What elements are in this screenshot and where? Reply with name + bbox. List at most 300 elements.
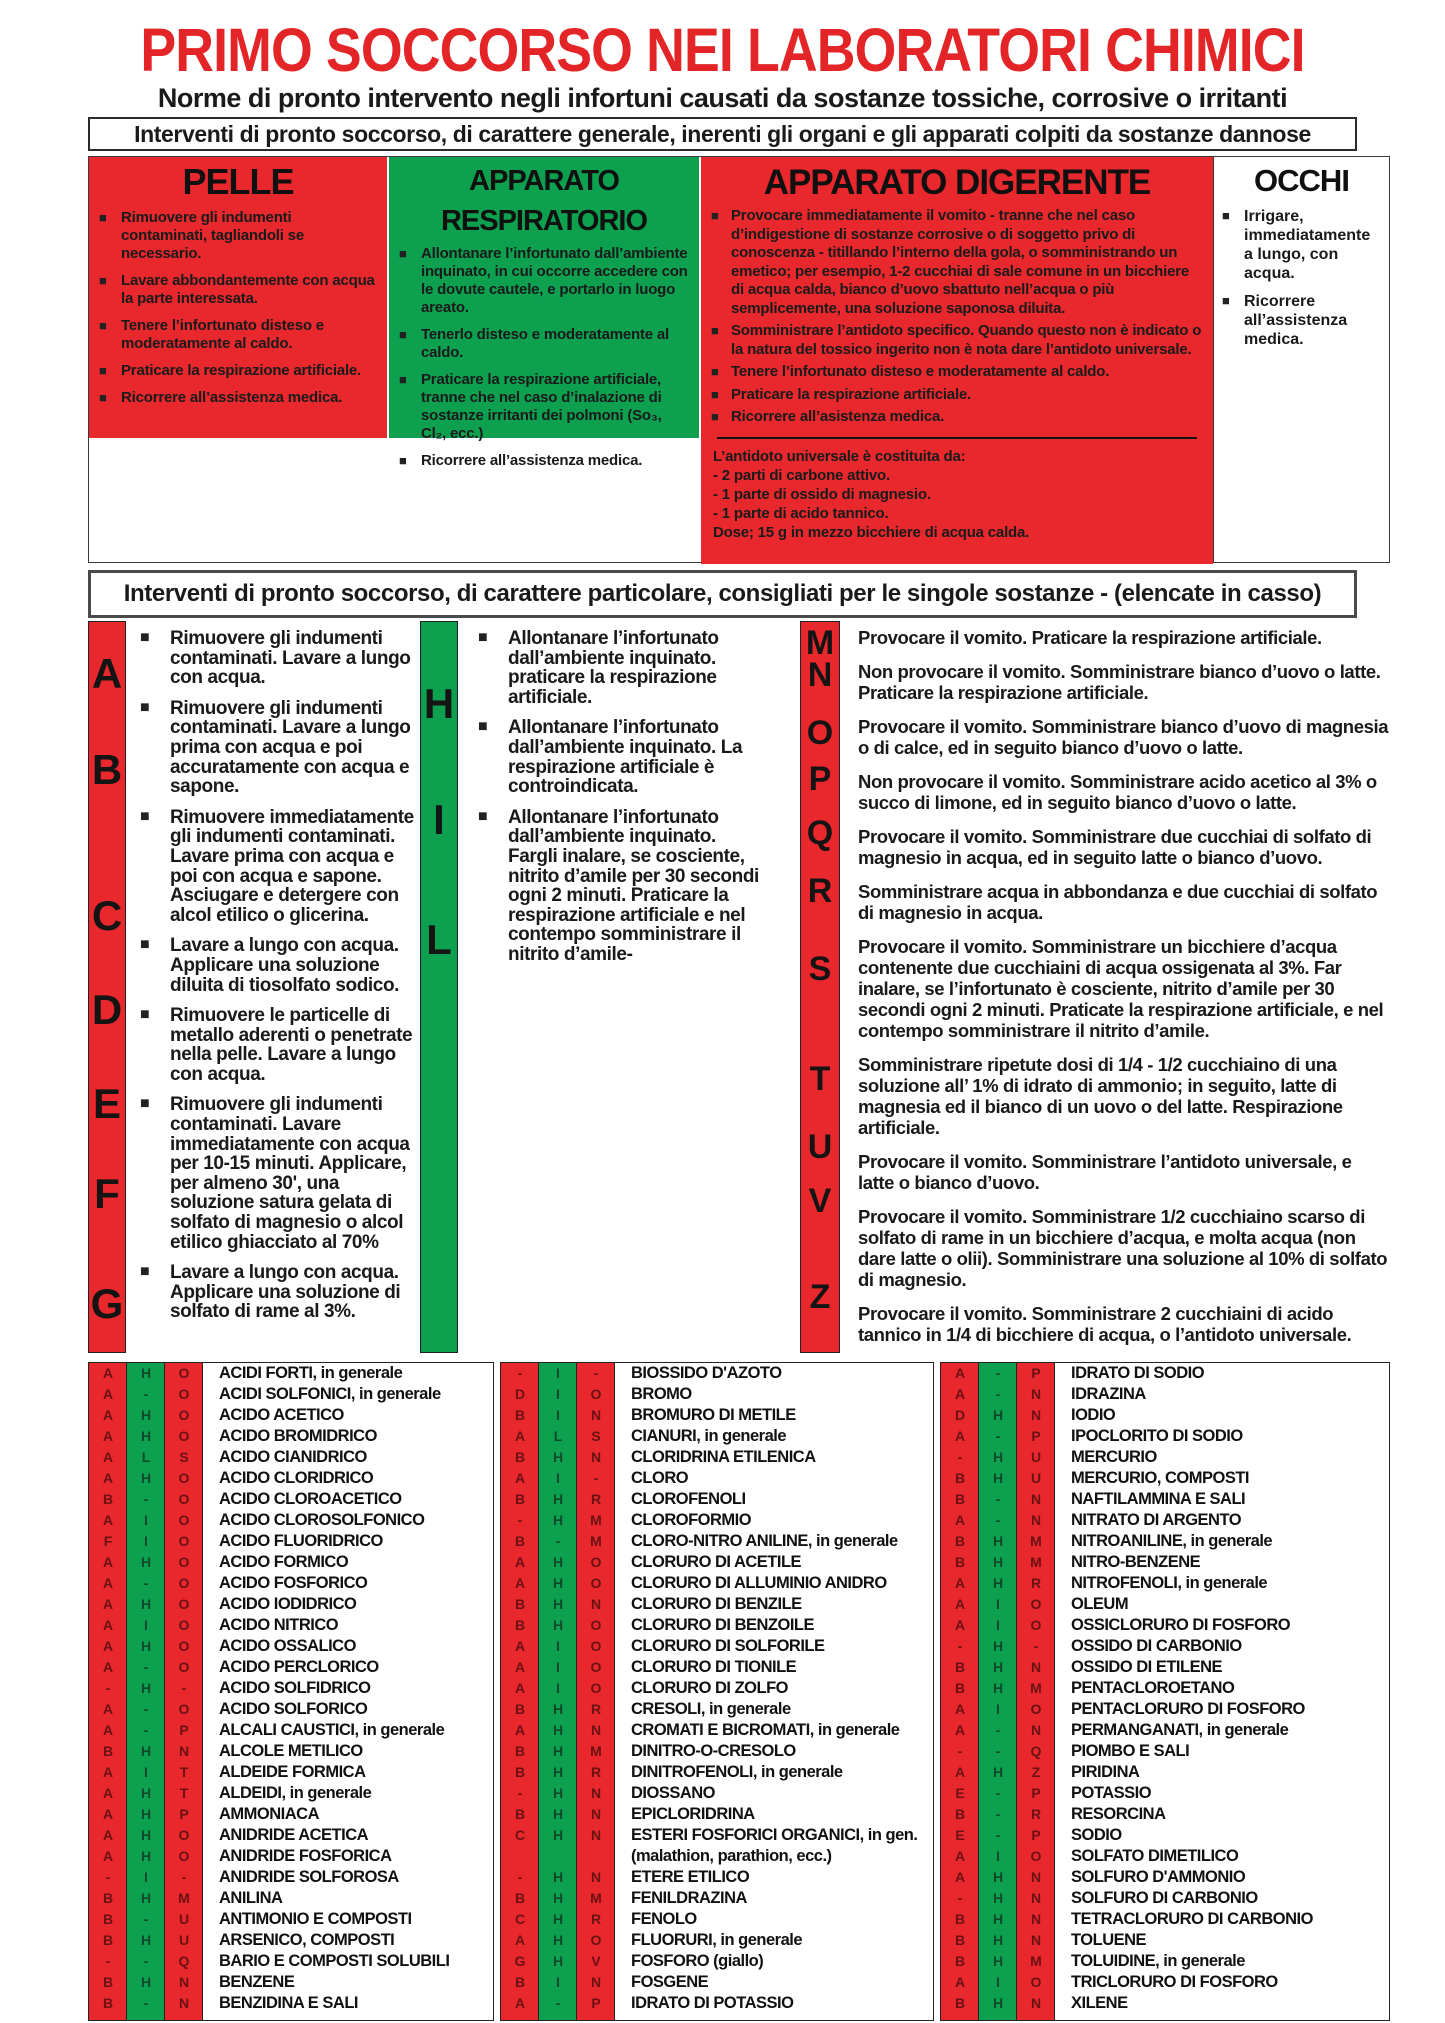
code-respiratorio: H bbox=[992, 1638, 1004, 1654]
code-digerente: R bbox=[1030, 1575, 1042, 1591]
table-row bbox=[941, 1405, 1389, 1426]
substance-name: ACIDO CLOROSOLFONICO bbox=[219, 1511, 425, 1529]
list-item-text: Allontanare l’infortunato dall’ambiente inquinato. Fargli inalare, se cosciente, nitrito d’amile per 30 secondi ogni 2 minuti. Praticare la respirazione artificiale e nel contempo somministrare il nitrito d’amile- bbox=[508, 806, 759, 965]
table-row bbox=[501, 1615, 933, 1636]
code-digerente: N bbox=[1030, 1512, 1042, 1528]
code-digerente: N bbox=[590, 1722, 602, 1738]
substance-name: BARIO E COMPOSTI SOLUBILI bbox=[219, 1952, 450, 1970]
table-row bbox=[941, 1888, 1389, 1909]
substance-name: OSSICLORURO DI FOSFORO bbox=[1071, 1616, 1291, 1634]
strip-letter: V bbox=[808, 1182, 832, 1220]
list-item-text: Provocare immediatamente il vomito - tranne che nel caso d’indigestione di sostanze corrosive o di soggetto privo di conoscenza - titillando l’interno della gola, o somministrando un emetico; per esempio, 1-2 cucchiai di sale comune in un bicchiere di acqua calda, bianco d’uovo sbattuto nell’acqua o più semplicemente, una soluzione saponosa diluita. bbox=[731, 207, 1189, 317]
specific-section bbox=[88, 621, 1390, 1353]
code-digerente: N bbox=[1030, 1659, 1042, 1675]
table-row bbox=[501, 1489, 933, 1510]
list-item-text: Ricorrere all’assistenza medica. bbox=[1244, 293, 1348, 348]
code-digerente: O bbox=[178, 1596, 190, 1612]
table-row bbox=[941, 1993, 1389, 2014]
code-pelle: A bbox=[102, 1806, 114, 1822]
list-item-text: Ricorrere all’assistenza medica. bbox=[421, 452, 643, 469]
substance-name: ESTERI FOSFORICI ORGANICI, in gen. (malathion, parathion, ecc.) bbox=[631, 1826, 918, 1865]
table-row bbox=[89, 1909, 493, 1930]
substance-name: IODIO bbox=[1071, 1406, 1116, 1424]
list-item-text: Somministrare l’antidoto specifico. Quando questo non è indicato o la natura del tossico ingerito non è nota dare l’antidoto universale. bbox=[731, 322, 1202, 358]
panel-digerente-title: APPARATO DIGERENTE bbox=[763, 163, 1151, 202]
substance-name: SOLFATO DIMETILICO bbox=[1071, 1847, 1239, 1865]
code-pelle: A bbox=[954, 1575, 966, 1591]
substance-name: FENOLO bbox=[631, 1910, 697, 1928]
code-pelle: A bbox=[514, 1470, 526, 1486]
code-pelle: B bbox=[954, 1932, 966, 1948]
code-digerente: O bbox=[1030, 1974, 1042, 1990]
code-respiratorio: H bbox=[140, 1890, 152, 1906]
substance-name: ANIDRIDE SOLFOROSA bbox=[219, 1868, 399, 1886]
list-item-text: Irrigare, immediatamente a lungo, con acqua. bbox=[1244, 208, 1371, 282]
table-row bbox=[941, 1531, 1389, 1552]
table-row bbox=[941, 1615, 1389, 1636]
code-digerente: N bbox=[590, 1785, 602, 1801]
code-respiratorio: - bbox=[143, 1953, 149, 1969]
code-pelle: A bbox=[954, 1722, 966, 1738]
general-section bbox=[88, 156, 1390, 563]
list-item-text: Ricorrere all’assistenza medica. bbox=[121, 389, 343, 406]
panel-digerente bbox=[701, 157, 1213, 562]
code-pelle: B bbox=[514, 1449, 526, 1465]
table-row bbox=[89, 1636, 493, 1657]
strip-letter: C bbox=[91, 892, 123, 939]
list-item-text: Rimuovere gli indumenti contaminati. Lavare immediatamente con acqua per 10-15 minuti. Applicare, per almeno 30', una soluzione satura gelata di solfato di magnesio o alcol etilico ghiacciato al 70% bbox=[170, 1094, 410, 1253]
code-respiratorio: - bbox=[995, 1743, 1001, 1759]
list-item-text: Tenerlo disteso e moderatamente al caldo. bbox=[421, 326, 670, 361]
code-respiratorio: H bbox=[992, 1449, 1004, 1465]
list-item bbox=[99, 209, 377, 263]
substance-name: ALDEIDE FORMICA bbox=[219, 1763, 366, 1781]
substance-name: TOLUENE bbox=[1071, 1931, 1147, 1949]
list-item bbox=[99, 272, 377, 308]
list-item-text: Lavare a lungo con acqua. Applicare una soluzione diluita di tiosolfato sodico. bbox=[170, 935, 400, 996]
code-pelle: E bbox=[955, 1827, 965, 1843]
code-respiratorio: H bbox=[552, 1722, 564, 1738]
code-respiratorio: H bbox=[992, 1890, 1004, 1906]
square-bullet-icon bbox=[140, 1006, 170, 1084]
code-digerente: O bbox=[590, 1554, 602, 1570]
table-row bbox=[501, 1678, 933, 1699]
table-row bbox=[501, 1510, 933, 1531]
code-respiratorio: I bbox=[144, 1869, 148, 1885]
code-respiratorio: - bbox=[143, 1386, 149, 1402]
strip-letter: P bbox=[808, 760, 832, 798]
code-pelle: A bbox=[954, 1428, 966, 1444]
list-item-text: Praticare la respirazione artificiale. bbox=[121, 362, 362, 379]
code-respiratorio: I bbox=[996, 1701, 1000, 1717]
code-digerente: N bbox=[1030, 1869, 1042, 1885]
code-respiratorio: H bbox=[140, 1428, 152, 1444]
substance-name: NITROFENOLI, in generale bbox=[1071, 1574, 1268, 1592]
substance-name: ACIDO SOLFORICO bbox=[219, 1700, 368, 1718]
square-bullet-icon bbox=[1222, 207, 1244, 283]
substance-name: PIOMBO E SALI bbox=[1071, 1742, 1190, 1760]
substance-name: ANTIMONIO E COMPOSTI bbox=[219, 1910, 412, 1928]
table-row bbox=[501, 1720, 933, 1741]
substance-name: CLOROFENOLI bbox=[631, 1490, 746, 1508]
square-bullet-icon bbox=[140, 699, 170, 797]
substance-name: TETRACLORURO DI CARBONIO bbox=[1071, 1910, 1313, 1928]
code-digerente: U bbox=[178, 1911, 190, 1927]
square-bullet-icon bbox=[711, 207, 731, 318]
code-digerente: M bbox=[590, 1533, 602, 1549]
code-digerente: - bbox=[181, 1869, 187, 1885]
list-item bbox=[140, 1263, 416, 1322]
list-item-text: Tenere l’infortunato disteso e moderatamente al caldo. bbox=[121, 317, 324, 352]
square-bullet-icon bbox=[478, 808, 508, 965]
code-respiratorio: - bbox=[143, 1491, 149, 1507]
code-respiratorio: H bbox=[140, 1638, 152, 1654]
code-digerente: R bbox=[590, 1701, 602, 1717]
substance-name: IPOCLORITO DI SODIO bbox=[1071, 1427, 1243, 1445]
code-digerente: O bbox=[590, 1932, 602, 1948]
list-item bbox=[140, 629, 416, 688]
code-pelle: A bbox=[514, 1554, 526, 1570]
code-respiratorio: I bbox=[144, 1533, 148, 1549]
specific-section-header: Interventi di pronto soccorso, di carattere particolare, consigliati per le singole sostanze - (elencate in casso) bbox=[88, 570, 1357, 618]
code-digerente: M bbox=[1030, 1953, 1042, 1969]
strip-letter: G bbox=[90, 1280, 124, 1327]
instruction-paragraph: Provocare il vomito. Somministrare due cucchiai di solfato di magnesio in acqua, ed in seguito latte o bianco d’uovo. bbox=[858, 826, 1372, 868]
code-pelle: A bbox=[954, 1869, 966, 1885]
list-item bbox=[711, 207, 1203, 318]
code-respiratorio: I bbox=[556, 1365, 560, 1381]
square-bullet-icon bbox=[711, 408, 731, 427]
square-bullet-icon bbox=[140, 1095, 170, 1252]
table-row bbox=[941, 1510, 1389, 1531]
table-row bbox=[941, 1468, 1389, 1489]
code-digerente: - bbox=[593, 1365, 599, 1381]
code-respiratorio: L bbox=[141, 1449, 151, 1465]
square-bullet-icon bbox=[140, 1263, 170, 1322]
code-pelle: A bbox=[102, 1785, 114, 1801]
code-digerente: T bbox=[179, 1785, 189, 1801]
table-row bbox=[89, 1804, 493, 1825]
table-row bbox=[501, 1888, 933, 1909]
code-digerente: R bbox=[1030, 1806, 1042, 1822]
code-respiratorio: - bbox=[555, 1995, 561, 2011]
list-item-text: Lavare a lungo con acqua. Applicare una soluzione di solfato di rame al 3%. bbox=[170, 1262, 401, 1323]
code-pelle: A bbox=[514, 1932, 526, 1948]
square-bullet-icon bbox=[99, 317, 121, 353]
table-row bbox=[89, 1972, 493, 1993]
code-respiratorio: I bbox=[996, 1848, 1000, 1864]
list-item bbox=[99, 317, 377, 353]
substance-name: ALCOLE METILICO bbox=[219, 1742, 363, 1760]
code-respiratorio: - bbox=[995, 1722, 1001, 1738]
code-respiratorio: - bbox=[995, 1806, 1001, 1822]
code-pelle: - bbox=[517, 1785, 523, 1801]
code-pelle: A bbox=[102, 1638, 114, 1654]
table-row bbox=[941, 1783, 1389, 1804]
code-pelle: B bbox=[954, 1911, 966, 1927]
code-pelle: A bbox=[102, 1407, 114, 1423]
substance-name: ACIDO FOSFORICO bbox=[219, 1574, 368, 1592]
code-digerente: O bbox=[178, 1617, 190, 1633]
square-bullet-icon bbox=[711, 386, 731, 405]
table-row bbox=[89, 1993, 493, 2014]
list-item bbox=[399, 245, 689, 317]
code-pelle: C bbox=[514, 1827, 526, 1843]
letter-strip-h-i-l bbox=[420, 621, 458, 1353]
code-digerente: O bbox=[590, 1575, 602, 1591]
substance-name: CLORURO DI BENZOILE bbox=[631, 1616, 814, 1634]
substance-name: CLORURO DI BENZILE bbox=[631, 1595, 802, 1613]
code-respiratorio: - bbox=[995, 1785, 1001, 1801]
table-row bbox=[501, 1930, 933, 1951]
code-pelle: A bbox=[954, 1701, 966, 1717]
instruction-paragraph: Provocare il vomito. Somministrare 2 cucchiaini di acido tannico in 1/4 di bicchiere di acqua, o l’antidoto universale. bbox=[858, 1303, 1352, 1345]
square-bullet-icon bbox=[399, 245, 421, 317]
code-digerente: M bbox=[178, 1890, 190, 1906]
table-row bbox=[941, 1699, 1389, 1720]
list-item-text: Allontanare l’infortunato dall’ambiente inquinato. La respirazione artificiale è controindicata. bbox=[508, 717, 743, 798]
instruction-paragraph: Somministrare acqua in abbondanza e due cucchiai di solfato di magnesio in acqua. bbox=[858, 881, 1378, 923]
table-row bbox=[941, 1867, 1389, 1888]
instruction-paragraph: Provocare il vomito. Somministrare bianco d’uovo di magnesia o di calce, ed in seguito bianco d’uovo o latte. bbox=[858, 716, 1389, 758]
code-digerente: P bbox=[1031, 1827, 1041, 1843]
table-row bbox=[89, 1594, 493, 1615]
table-row bbox=[501, 1447, 933, 1468]
code-pelle: A bbox=[102, 1386, 114, 1402]
instruction-paragraph: Provocare il vomito. Somministrare 1/2 cucchiaino scarso di solfato di rame in un bicchiere d’acqua, e molta acqua (non dare latte o olii). Somministrare una soluzione al 10% di solfato di magnesio. bbox=[858, 1206, 1388, 1290]
code-respiratorio: H bbox=[140, 1848, 152, 1864]
square-bullet-icon bbox=[1222, 292, 1244, 349]
table-row bbox=[89, 1867, 493, 1888]
table-row bbox=[501, 1384, 933, 1405]
strip-letter: M bbox=[805, 624, 835, 662]
substance-name: DIOSSANO bbox=[631, 1784, 716, 1802]
code-digerente: R bbox=[590, 1764, 602, 1780]
code-digerente: O bbox=[178, 1470, 190, 1486]
code-respiratorio: - bbox=[995, 1386, 1001, 1402]
code-pelle: A bbox=[102, 1617, 114, 1633]
code-digerente: O bbox=[590, 1680, 602, 1696]
table-row bbox=[501, 1594, 933, 1615]
code-pelle: E bbox=[955, 1785, 965, 1801]
code-digerente: - bbox=[181, 1680, 187, 1696]
code-digerente: N bbox=[590, 1449, 602, 1465]
code-pelle: A bbox=[102, 1827, 114, 1843]
code-pelle: B bbox=[514, 1617, 526, 1633]
substance-name: NITRO-BENZENE bbox=[1071, 1553, 1201, 1571]
table-row bbox=[941, 1552, 1389, 1573]
panel-respiratorio-title: APPARATO RESPIRATORIO bbox=[440, 165, 648, 237]
code-digerente: P bbox=[1031, 1365, 1041, 1381]
code-respiratorio: H bbox=[140, 1806, 152, 1822]
strip-letter: Q bbox=[806, 814, 834, 852]
substance-name: ARSENICO, COMPOSTI bbox=[219, 1931, 395, 1949]
code-pelle: C bbox=[514, 1911, 526, 1927]
code-pelle: A bbox=[514, 1428, 526, 1444]
substances-table bbox=[88, 1362, 1445, 2021]
strip-letter: T bbox=[809, 1060, 831, 1098]
code-pelle: A bbox=[102, 1428, 114, 1444]
table-row bbox=[89, 1363, 493, 1384]
substance-name: PENTACLOROETANO bbox=[1071, 1679, 1235, 1697]
substance-name: ANIDRIDE FOSFORICA bbox=[219, 1847, 392, 1865]
substance-name: ALDEIDI, in generale bbox=[219, 1784, 372, 1802]
substance-name: PERMANGANATI, in generale bbox=[1071, 1721, 1289, 1739]
code-pelle: A bbox=[102, 1764, 114, 1780]
substance-name: PIRIDINA bbox=[1071, 1763, 1140, 1781]
strip-letter: A bbox=[91, 650, 123, 697]
code-pelle: A bbox=[514, 1680, 526, 1696]
square-bullet-icon bbox=[711, 322, 731, 359]
code-pelle: B bbox=[954, 1659, 966, 1675]
code-respiratorio: H bbox=[552, 1617, 564, 1633]
code-digerente: O bbox=[590, 1638, 602, 1654]
code-pelle: A bbox=[514, 1575, 526, 1591]
list-item-text: Rimuovere gli indumenti contaminati. Lavare a lungo con acqua. bbox=[170, 628, 411, 689]
code-respiratorio: H bbox=[140, 1827, 152, 1843]
table-row bbox=[89, 1888, 493, 1909]
code-respiratorio: H bbox=[552, 1512, 564, 1528]
code-pelle: A bbox=[102, 1365, 114, 1381]
code-pelle: A bbox=[514, 1659, 526, 1675]
divider-line bbox=[717, 437, 1197, 439]
list-item bbox=[399, 371, 689, 443]
code-digerente: N bbox=[1030, 1407, 1042, 1423]
instruction-paragraph: Non provocare il vomito. Somministrare bianco d’uovo o latte. Praticare la respirazione artificiale. bbox=[858, 661, 1381, 703]
code-pelle: D bbox=[954, 1407, 966, 1423]
strip-letter: O bbox=[806, 714, 834, 752]
substance-name: ETERE ETILICO bbox=[631, 1868, 750, 1886]
code-pelle: - bbox=[957, 1449, 963, 1465]
code-respiratorio: H bbox=[552, 1596, 564, 1612]
code-pelle: B bbox=[514, 1491, 526, 1507]
substance-name: CLORURO DI ACETILE bbox=[631, 1553, 802, 1571]
code-pelle: A bbox=[102, 1596, 114, 1612]
code-digerente: S bbox=[591, 1428, 601, 1444]
square-bullet-icon bbox=[99, 209, 121, 263]
code-pelle: B bbox=[514, 1890, 526, 1906]
square-bullet-icon bbox=[399, 452, 421, 470]
strip-letter: F bbox=[94, 1170, 120, 1217]
code-pelle: - bbox=[957, 1638, 963, 1654]
code-respiratorio: H bbox=[992, 1953, 1004, 1969]
code-respiratorio: H bbox=[992, 1554, 1004, 1570]
substance-name: CLORURO DI ALLUMINIO ANIDRO bbox=[631, 1574, 887, 1592]
code-respiratorio: I bbox=[144, 1512, 148, 1528]
strip-letter: U bbox=[807, 1128, 833, 1166]
code-digerente: N bbox=[178, 1743, 190, 1759]
code-pelle: A bbox=[102, 1470, 114, 1486]
table-row bbox=[941, 1426, 1389, 1447]
code-digerente: O bbox=[178, 1659, 190, 1675]
substances-column-3 bbox=[940, 1362, 1390, 2021]
code-pelle: B bbox=[514, 1974, 526, 1990]
substance-name: FLUORURI, in generale bbox=[631, 1931, 803, 1949]
substance-name: BIOSSIDO D'AZOTO bbox=[631, 1364, 782, 1382]
code-pelle: F bbox=[103, 1533, 113, 1549]
table-row bbox=[941, 1804, 1389, 1825]
table-row bbox=[501, 1741, 933, 1762]
code-digerente: O bbox=[178, 1428, 190, 1444]
table-row bbox=[501, 1804, 933, 1825]
code-respiratorio: H bbox=[992, 1575, 1004, 1591]
code-respiratorio: H bbox=[552, 1575, 564, 1591]
table-row bbox=[501, 1972, 933, 1993]
code-respiratorio: H bbox=[552, 1953, 564, 1969]
code-respiratorio: H bbox=[552, 1806, 564, 1822]
code-digerente: O bbox=[178, 1827, 190, 1843]
code-pelle: B bbox=[514, 1407, 526, 1423]
list-item bbox=[711, 363, 1203, 382]
table-row bbox=[89, 1510, 493, 1531]
code-respiratorio: I bbox=[996, 1596, 1000, 1612]
instruction-paragraph: Provocare il vomito. Praticare la respirazione artificiale. bbox=[858, 627, 1322, 648]
code-respiratorio: I bbox=[556, 1470, 560, 1486]
code-digerente: O bbox=[590, 1617, 602, 1633]
code-pelle: - bbox=[517, 1365, 523, 1381]
substance-name: FENILDRAZINA bbox=[631, 1889, 747, 1907]
code-pelle: A bbox=[954, 1617, 966, 1633]
table-row bbox=[89, 1741, 493, 1762]
code-pelle: B bbox=[954, 1953, 966, 1969]
code-respiratorio: I bbox=[144, 1617, 148, 1633]
code-pelle: A bbox=[102, 1701, 114, 1717]
substance-name: IDRATO DI POTASSIO bbox=[631, 1994, 794, 2012]
table-row bbox=[501, 1531, 933, 1552]
substance-name: CLORO bbox=[631, 1469, 689, 1487]
instruction-paragraph: Provocare il vomito. Somministrare un bicchiere d’acqua contenente due cucchiaini di acqua ossigenata al 3%. Far inalare, se l’infortunato è cosciente, nitrito d’amile per 30 secondi ogni 2 minuti. Praticate la respirazione artificiale, e nel contempo somministrare il nitrito d’amile. bbox=[858, 936, 1384, 1041]
code-digerente: Q bbox=[178, 1953, 190, 1969]
code-digerente: O bbox=[178, 1491, 190, 1507]
code-respiratorio: H bbox=[552, 1491, 564, 1507]
code-pelle: B bbox=[954, 1554, 966, 1570]
square-bullet-icon bbox=[478, 629, 508, 707]
table-row bbox=[89, 1699, 493, 1720]
table-row bbox=[941, 1930, 1389, 1951]
table-row bbox=[89, 1531, 493, 1552]
code-pelle: - bbox=[517, 1869, 523, 1885]
list-item-text: Praticare la respirazione artificiale. bbox=[731, 385, 972, 403]
code-respiratorio: H bbox=[552, 1785, 564, 1801]
substance-name: EPICLORIDRINA bbox=[631, 1805, 755, 1823]
substance-name: ACIDO BROMIDRICO bbox=[219, 1427, 377, 1445]
table-row bbox=[941, 1489, 1389, 1510]
substance-name: CLORO-NITRO ANILINE, in generale bbox=[631, 1532, 898, 1550]
list-item bbox=[140, 808, 416, 926]
code-digerente: O bbox=[1030, 1617, 1042, 1633]
substance-name: TOLUIDINE, in generale bbox=[1071, 1952, 1245, 1970]
list-item-text: Allontanare l’infortunato dall’ambiente inquinato. praticare la respirazione artificiale. bbox=[508, 628, 719, 708]
substance-name: FOSFORO (giallo) bbox=[631, 1952, 764, 1970]
substance-name: NITRATO DI ARGENTO bbox=[1071, 1511, 1242, 1529]
substance-name: OSSIDO DI CARBONIO bbox=[1071, 1637, 1242, 1655]
code-pelle: B bbox=[954, 1491, 966, 1507]
substance-name: CLOROFORMIO bbox=[631, 1511, 752, 1529]
substances-column-2 bbox=[500, 1362, 934, 2021]
table-row bbox=[501, 1657, 933, 1678]
substance-name: BROMURO DI METILE bbox=[631, 1406, 796, 1424]
note-line: Dose; 15 g in mezzo bicchiere di acqua calda. bbox=[713, 523, 1030, 541]
code-respiratorio: H bbox=[992, 1407, 1004, 1423]
code-respiratorio: I bbox=[556, 1407, 560, 1423]
code-pelle: B bbox=[102, 1491, 114, 1507]
panel-pelle-items bbox=[99, 209, 377, 407]
substance-name: SODIO bbox=[1071, 1826, 1122, 1844]
substance-name: TRICLORURO DI FOSFORO bbox=[1071, 1973, 1278, 1991]
code-digerente: P bbox=[1031, 1428, 1041, 1444]
code-respiratorio: H bbox=[552, 1869, 564, 1885]
substance-name: CLORIDRINA ETILENICA bbox=[631, 1448, 816, 1466]
